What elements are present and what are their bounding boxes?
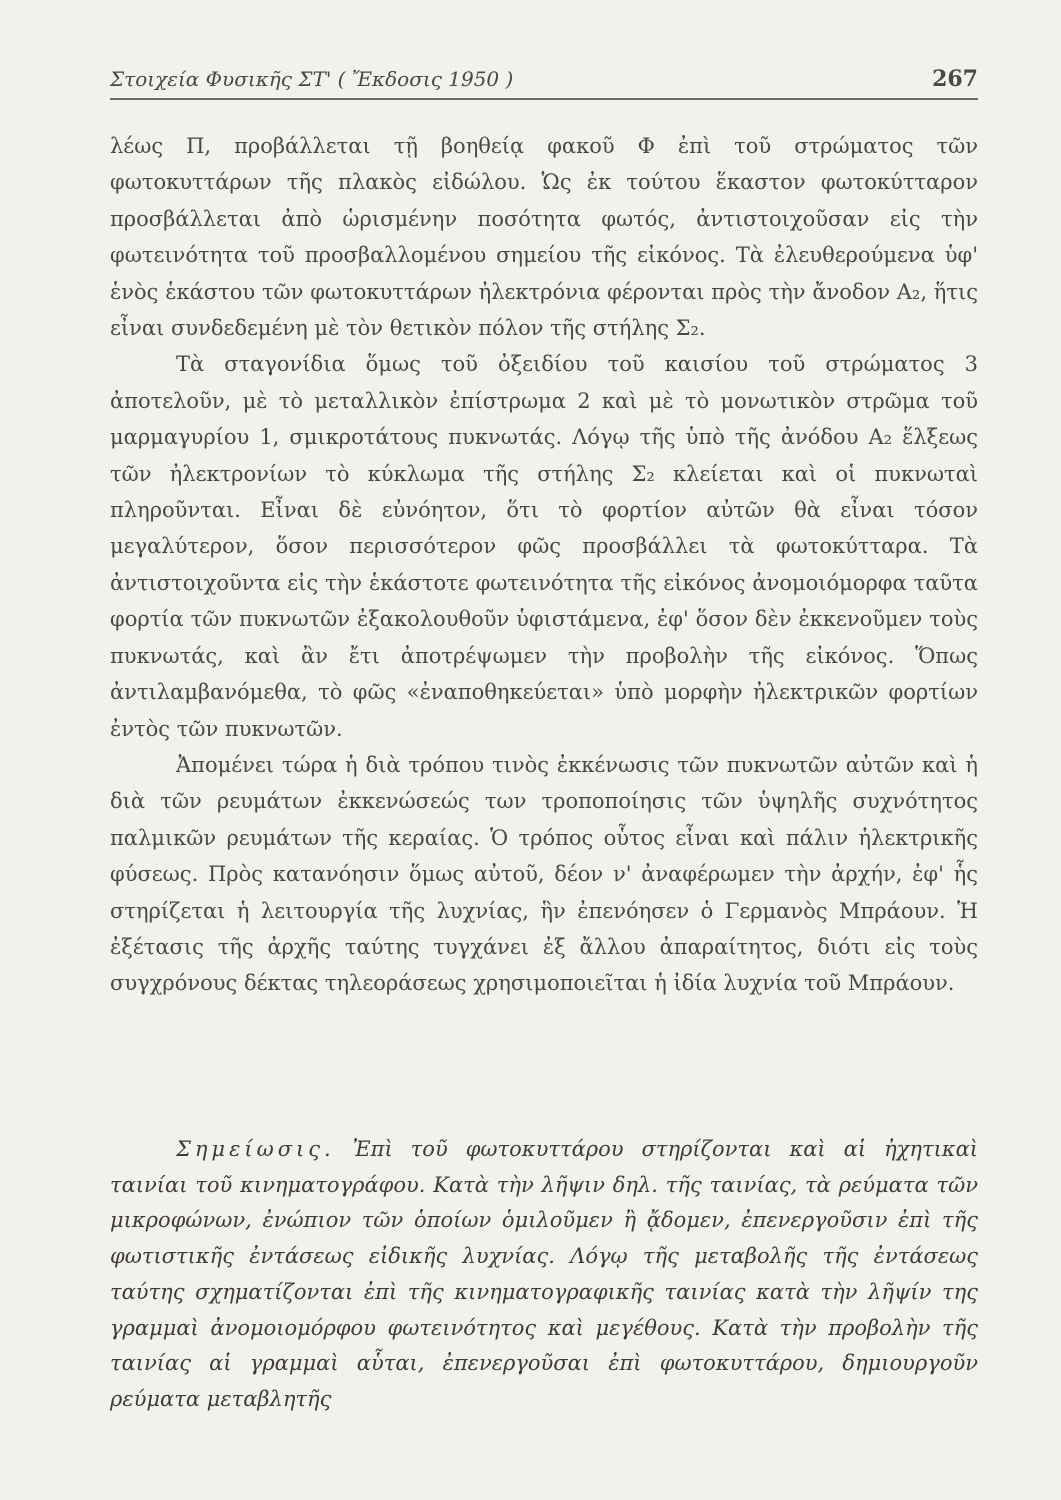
main-text <box>110 128 978 1002</box>
paragraph-2: Τὰ σταγονίδια ὅμως τοῦ ὀξειδίου τοῦ καισίου τοῦ στρώματος 3 ἀποτελοῦν, μὲ τὸ μεταλλικὸν ἐπίστρωμα 2 καὶ μὲ τὸ μονωτικὸν στρῶμα τοῦ μαρμαγυρίου 1, σμικροτάτους πυκνωτάς. Λόγῳ τῆς ὑπὸ τῆς ἀνόδου Α₂ ἕλξεως τῶν ἠλεκτρονίων τὸ κύκλωμα τῆς στήλης Σ₂ κλείεται καὶ οἱ πυκνωταὶ πληροῦνται. Εἶναι δὲ εὐνόητον, ὅτι τὸ φορτίον αὐτῶν θὰ εἶναι τόσον μεγαλύτερον, ὅσον περισσότερον φῶς προσβάλλει τὰ φωτοκύτταρα. Τὰ ἀντιστοιχοῦντα εἰς τὴν ἑκάστοτε φωτεινότητα τῆς εἰκόνος ἀνομοιόμορφα ταῦτα φορτία τῶν πυκνωτῶν ἐξακολουθοῦν ὑφιστάμενα, ἐφ' ὅσον δὲν ἐκκενοῦμεν τοὺς πυκνωτάς, καὶ ἂν ἔτι ἀποτρέψωμεν τὴν προβολὴν τῆς εἰκόνος. Ὅπως ἀντιλαμβανόμεθα, τὸ φῶς «ἐναποθηκεύεται» ὑπὸ μορφὴν ἠλεκτρικῶν φορτίων ἐντὸς τῶν πυκνωτῶν. <box>110 352 978 741</box>
paragraph-1: λέως Π, προβάλλεται τῇ βοηθείᾳ φακοῦ Φ ἐπὶ τοῦ στρώματος τῶν φωτοκυττάρων τῆς πλακὸς εἰδώλου. Ὡς ἐκ τούτου ἕκαστον φωτοκύτταρον προσβάλλεται ἀπὸ ὡρισμένην ποσότητα φωτός, ἀντιστοιχοῦσαν εἰς τὴν φωτεινότητα τοῦ προσβαλλομένου σημείου τῆς εἰκόνος. Τὰ ἐλευθερούμενα ὑφ' ἑνὸς ἑκάστου τῶν φωτοκυττάρων ἠλεκτρόνια φέρονται πρὸς τὴν ἄνοδον Α₂, ἥτις εἶναι συνδεδεμένη μὲ τὸν θετικὸν πόλον τῆς στήλης Σ₂. <box>110 134 978 341</box>
running-header <box>110 66 978 100</box>
note-block <box>110 1132 978 1418</box>
note-lead: Σημείωσις. <box>176 1137 335 1161</box>
header-title: Στοιχεία Φυσικῆς ΣΤ' ( Ἔκδοσις 1950 ) <box>110 67 514 91</box>
page-number: 267 <box>932 66 978 92</box>
paragraph-3: Ἀπομένει τώρα ἡ διὰ τρόπου τινὸς ἐκκένωσις τῶν πυκνωτῶν αὐτῶν καὶ ἡ διὰ τῶν ρευμάτων ἐκκενώσεώς των τροποποίησις τῶν ὑψηλῆς συχνότητος παλμικῶν ρευμάτων τῆς κεραίας. Ὁ τρόπος οὗτος εἶναι καὶ πάλιν ἠλεκτρικῆς φύσεως. Πρὸς κατανόησιν ὅμως αὐτοῦ, δέον ν' ἀναφέρωμεν τὴν ἀρχήν, ἐφ' ἧς στηρίζεται ἡ λειτουργία τῆς λυχνίας, ἣν ἐπενόησεν ὁ Γερμανὸς Μπράουν. Ἡ ἐξέτασις τῆς ἀρχῆς ταύτης τυγχάνει ἐξ ἄλλου ἀπαραίτητος, διότι εἰς τοὺς συγχρόνους δέκτας τηλεοράσεως χρησιμοποιεῖται ἡ ἰδία λυχνία τοῦ Μπράουν. <box>110 752 978 996</box>
note-text: Ἐπὶ τοῦ φωτοκυττάρου στηρίζονται καὶ αἱ ἠχητικαὶ ταινίαι τοῦ κινηματογράφου. Κατὰ τὴν λῆψιν δηλ. τῆς ταινίας, τὰ ρεύματα τῶν μικροφώνων, ἐνώπιον τῶν ὁποίων ὁμιλοῦμεν ἢ ᾄδομεν, ἐπενεργοῦσιν ἐπὶ τῆς φωτιστικῆς ἐντάσεως εἰδικῆς λυχνίας. Λόγῳ τῆς μεταβολῆς τῆς ἐντάσεως ταύτης σχηματίζονται ἐπὶ τῆς κινηματογραφικῆς ταινίας κατὰ τὴν λῆψίν της γραμμαὶ ἀνομοιομόρφου φωτεινότητος καὶ μεγέθους. Κατὰ τὴν προβολὴν τῆς ταινίας αἱ γραμμαὶ αὗται, ἐπενεργοῦσαι ἐπὶ φωτοκυττάρου, δημιουργοῦν ρεύματα μεταβλητῆς <box>110 1137 978 1411</box>
